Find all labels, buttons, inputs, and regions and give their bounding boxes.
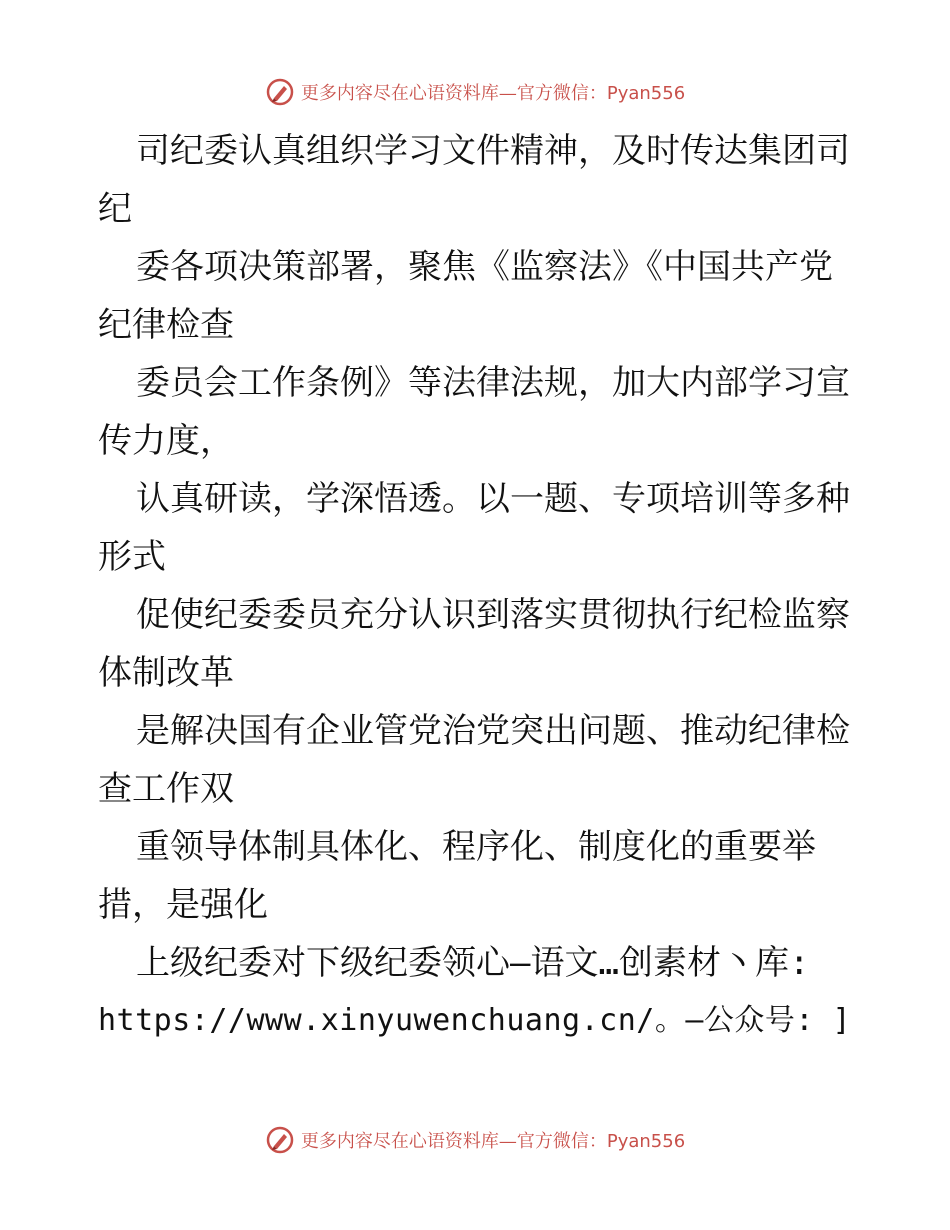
document-line: https://www.xinyuwenchuang.cn/。—公众号: ] xyxy=(98,1003,852,1038)
header-banner-text: 更多内容尽在心语资料库—官方微信：Pyan556 xyxy=(300,83,686,104)
header-banner-id: Pyan556 xyxy=(606,83,686,104)
footer-banner xyxy=(0,1120,950,1160)
document-line: 体制改革 xyxy=(98,653,234,693)
header-banner xyxy=(0,72,950,112)
document-line: 形式 xyxy=(98,537,166,577)
document-body xyxy=(98,122,858,1050)
document-line: 是解决国有企业管党治党突出问题、推动纪律检 xyxy=(136,711,850,751)
document-line: 纪律检查 xyxy=(98,305,234,345)
footer-banner-id: Pyan556 xyxy=(606,1131,686,1152)
document-line: 促使纪委委员充分认识到落实贯彻执行纪检监察 xyxy=(136,595,850,635)
document-line: 委员会工作条例》等法律法规，加大内部学习宣 xyxy=(136,363,850,403)
document-line: 重领导体制具体化、程序化、制度化的重要举 xyxy=(136,827,816,867)
document-line: 上级纪委对下级纪委领心—语文…创素材丶库: xyxy=(136,943,810,983)
document-line: 委各项决策部署，聚焦《监察法》《中国共产党 xyxy=(136,247,833,287)
document-line: 司纪委认真组织学习文件精神，及时传达集团司 xyxy=(136,131,850,171)
footer-banner-text: 更多内容尽在心语资料库—官方微信：Pyan556 xyxy=(300,1131,686,1152)
pen-logo-icon xyxy=(265,77,295,107)
document-line: 认真研读，学深悟透。以一题、专项培训等多种 xyxy=(136,479,850,519)
document-line: 纪 xyxy=(98,189,132,229)
document-line: 措，是强化 xyxy=(98,885,268,925)
document-line: 传力度， xyxy=(98,421,234,461)
pen-logo-icon xyxy=(265,1125,295,1155)
document-line: 查工作双 xyxy=(98,769,234,809)
